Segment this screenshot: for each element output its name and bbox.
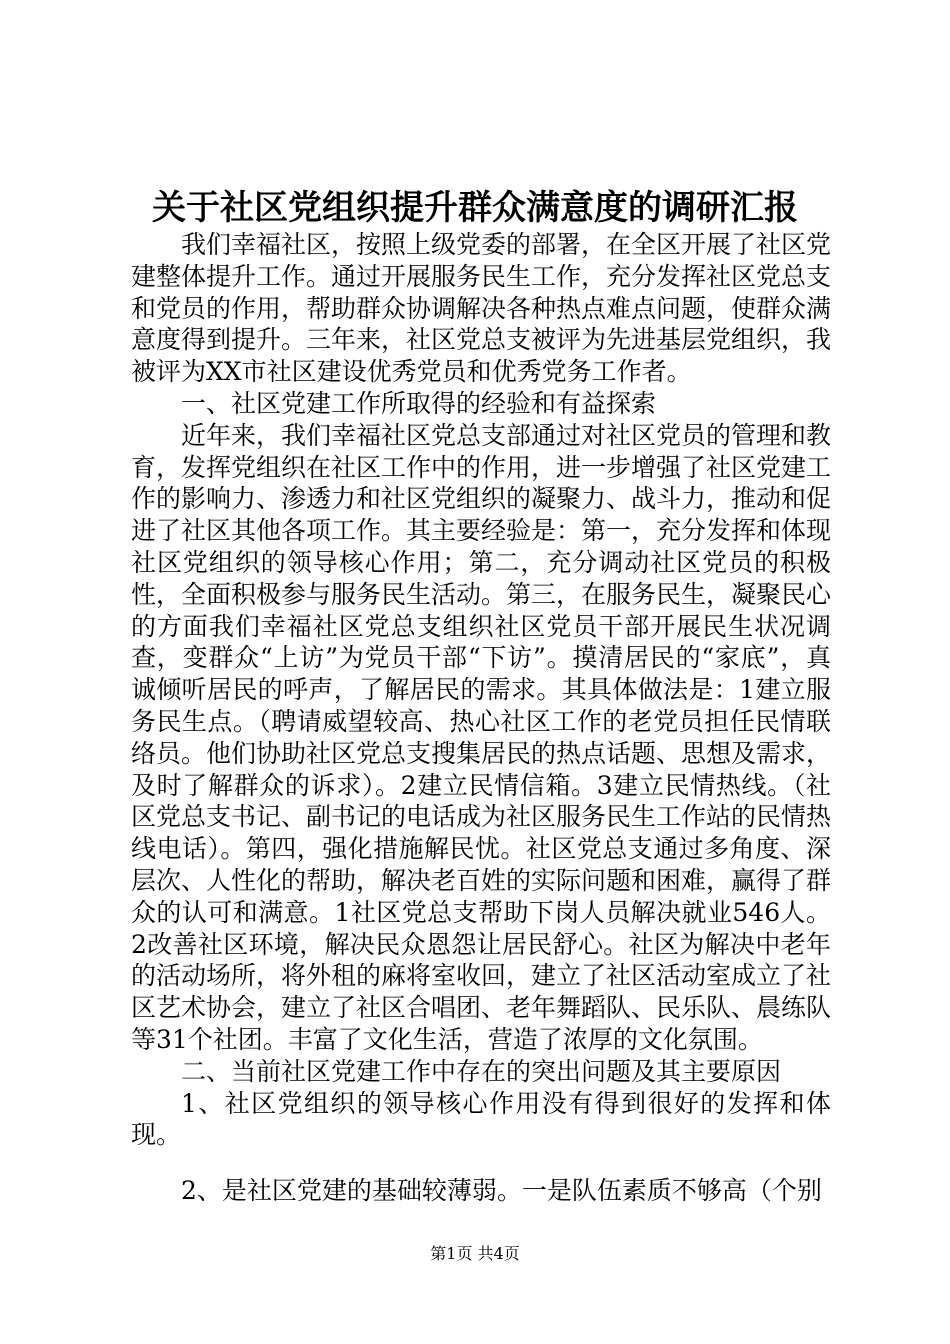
page-footer: 第1页 共4页 [430,1244,520,1263]
section-heading-1: 一、社区党建工作所取得的经验和有益探索 [181,388,657,418]
paragraph-problem-1: 1、社区党组织的领导核心作用没有得到很好的发挥和体现。 [131,1088,831,1150]
document-body [131,229,831,1207]
document-title: 关于社区党组织提升群众满意度的调研汇报 [152,188,798,228]
paragraph-experience: 近年来，我们幸福社区党总支部通过对社区党员的管理和教育，发挥党组织在社区工作中的作用，进一步增强了社区党建工作的影响力、渗透力和社区党组织的凝聚力、战斗力，推动和促进了社区其他各项工作。其主要经验是：第一，充分发挥和体现社区党组织的领导核心作用；第二，充分调动社区党员的积极性，全面积极参与服务民生活动。第三，在服务民生，凝聚民心的方面我们幸福社区党总支组织社区党员干部开展民生状况调查，变群众“上访”为党员干部“下访”。摸清居民的“家底”，真诚倾听居民的呼声，了解居民的需求。其具体做法是：1建立服务民生点。（聘请威望较高、热心社区工作的老党员担任民情联络员。他们协助社区党总支搜集居民的热点话题、思想及需求，及时了解群众的诉求）。2建立民情信箱。3建立民情热线。（社区党总支书记、副书记的电话成为社区服务民生工作站的民情热线电话）。第四，强化措施解民忧。社区党总支通过多角度、深层次、人性化的帮助，解决老百姓的实际问题和困难，赢得了群众的认可和满意。1社区党总支帮助下岗人员解决就业546人。2改善社区环境，解决民众恩怨让居民舒心。社区为解决中老年的活动场所，将外租的麻将室收回，建立了社区活动室成立了社区艺术协会，建立了社区合唱团、老年舞蹈队、民乐队、晨练队等31个社团。丰富了文化生活，营造了浓厚的文化氛围。 [131,420,832,1054]
section-heading-2: 二、当前社区党建工作中存在的突出问题及其主要原因 [181,1056,782,1086]
paragraph-intro: 我们幸福社区，按照上级党委的部署，在全区开展了社区党建整体提升工作。通过开展服务民生工作，充分发挥社区党总支和党员的作用，帮助群众协调解决各种热点难点问题，使群众满意度得到提升。三年来，社区党总支被评为先进基层党组织，我被评为XX市社区建设优秀党员和优秀党务工作者。 [131,230,832,387]
paragraph-problem-2: 2、是社区党建的基础较薄弱。一是队伍素质不够高（个别 [181,1176,822,1206]
